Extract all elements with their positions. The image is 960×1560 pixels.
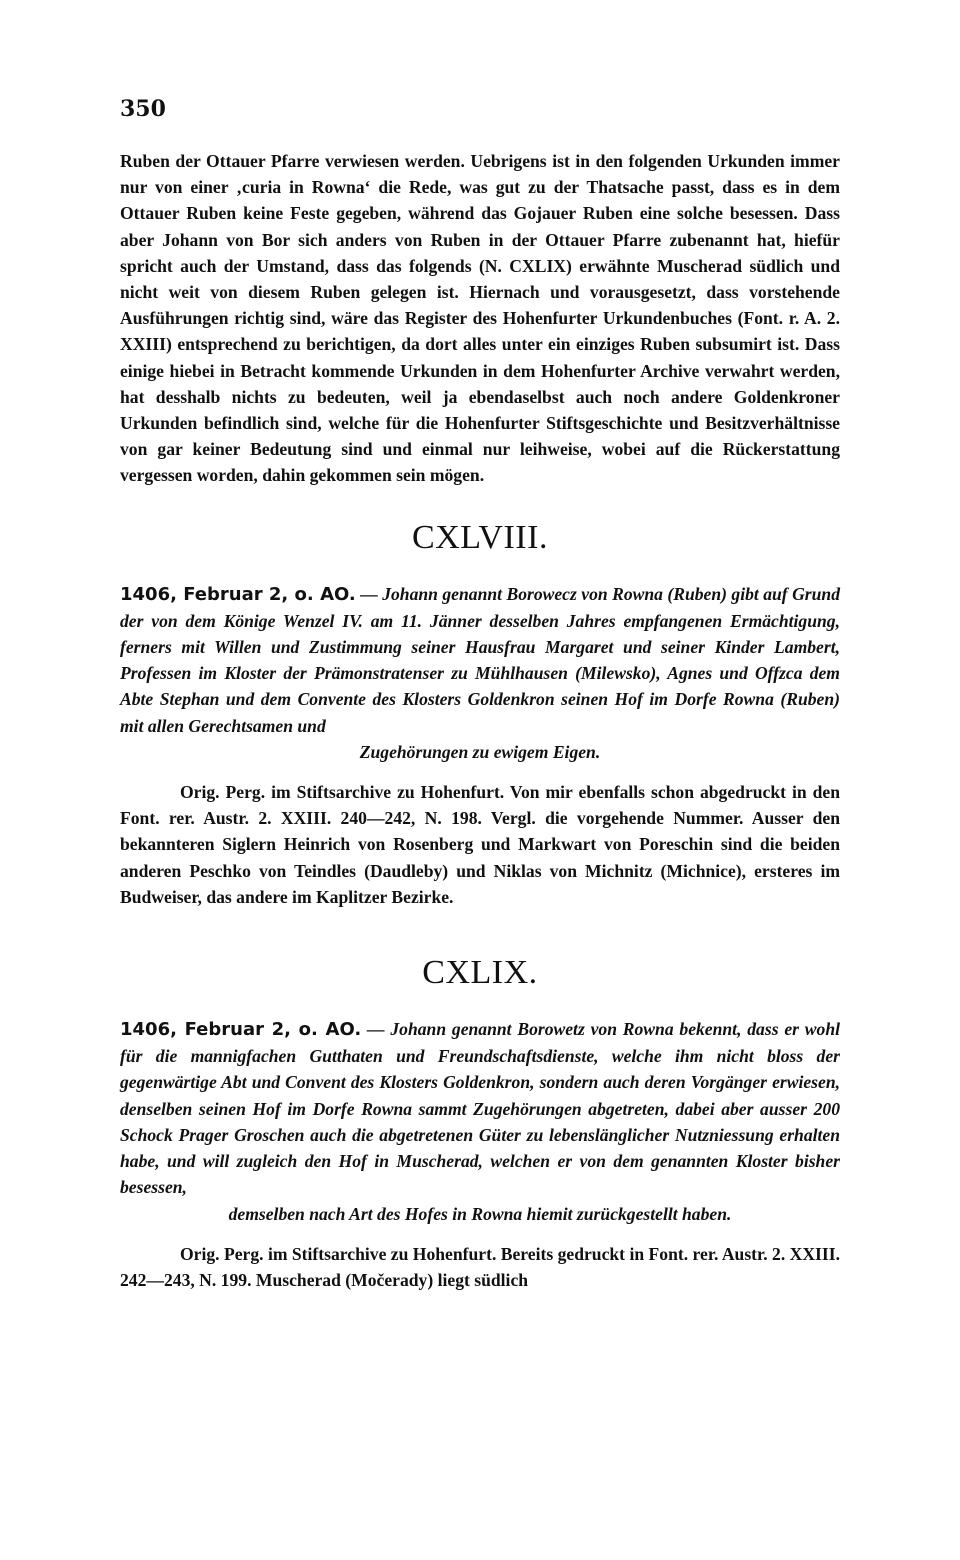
- regest: [120, 581, 840, 765]
- regest-text: — Johann genannt Borowetz von Rowna bekennt, dass er wohl für die mannigfachen Gutthaten und Freundschaftsdienste, welche ihm nicht bloss der gegenwärtige Abt und Convent des Klosters Goldenkron, sondern auch deren Vorgänger erwiesen, denselben seinen Hof im Dorfe Rowna sammt Zugehörungen abgetreten, dabei aber ausser 200 Schock Prager Groschen auch die abgetretenen Güter zu lebenslänglicher Nutzniessung erhalten habe, und will zugleich den Hof in Muscherad, welchen er von dem genannten Kloster bisher besessen,: [120, 1019, 840, 1198]
- document-entry: [120, 519, 840, 910]
- document-number: CXLVIII.: [412, 518, 548, 556]
- intro-paragraph: Ruben der Ottauer Pfarre verwiesen werden. Uebrigens ist in den folgenden Urkunden immer nur von einer ‚curia in Rowna‘ die Rede, was gut zu der Thatsache passt, dass es in dem Ottauer Ruben keine Feste gegeben, während das Gojauer Ruben eine solche besessen. Dass aber Johann von Bor sich anders von Ruben in der Ottauer Pfarre zubenannt hat, hiefür spricht auch der Umstand, dass das folgends (N. CXLIX) erwähnte Muscherad südlich und nicht weit von diesem Ruben gelegen ist. Hiernach und vorausgesetzt, dass vorstehende Ausführungen richtig sind, wäre das Register des Hohenfurter Urkundenbuches (Font. r. A. 2. XXIII) entsprechend zu berichtigen, da dort alles unter ein einziges Ruben subsumirt ist. Dass einige hiebei in Betracht kommende Urkunden in dem Hohenfurter Archive verwahrt werden, hat desshalb nichts zu bedeuten, weil ja ebendaselbst auch noch andere Goldenkroner Urkunden befindlich sind, welche für die Hohenfurter Stiftsgeschichte und Besitzverhältnisse von gar keiner Bedeutung sind und einmal nur leihweise, wobei auf die Rückerstattung vergessen worden, dahin gekommen sein mögen.: [120, 151, 840, 486]
- document-date: 1406, Februar 2, o. AO.: [120, 583, 356, 605]
- document-date: 1406, Februar 2, o. AO.: [120, 1019, 362, 1041]
- regest: [120, 1016, 840, 1227]
- regest-last-line: Zugehörungen zu ewigem Eigen.: [359, 741, 601, 762]
- document-number: CXLIX.: [422, 954, 538, 992]
- regest-last-line: demselben nach Art des Hofes in Rowna hiemit zurückgestellt haben.: [228, 1203, 732, 1224]
- regest-text: — Johann genannt Borowecz von Rowna (Ruben) gibt auf Grund der von dem Könige Wenzel IV. am 11. Jänner desselben Jahres empfangenen Ermächtigung, ferners mit Willen und Zustimmung seiner Hausfrau Margaret und seiner Kinder Lambert, Professen im Kloster der Prämonstratenser zu Mühlhausen (Milewsko), Agnes und Offzca dem Abte Stephan und dem Convente des Klosters Goldenkron seinen Hof im Dorfe Rowna (Ruben) mit allen Gerechtsamen und: [120, 583, 841, 736]
- document-entry: [120, 954, 840, 1293]
- document-note: Orig. Perg. im Stiftsarchive zu Hohenfurt. Von mir ebenfalls schon abgedruckt in den Font. rer. Austr. 2. XXIII. 240—242, N. 198. Vergl. die vorgehende Nummer. Ausser den bekannteren Siglern Heinrich von Rosenberg und Markwart von Poreschin sind die beiden anderen Peschko von Teindles (Daudleby) und Niklas von Michnitz (Michnice), ersteres im Budweiser, das andere im Kaplitzer Bezirke.: [120, 782, 840, 907]
- page: [120, 96, 840, 1293]
- document-note: Orig. Perg. im Stiftsarchive zu Hohenfurt. Bereits gedruckt in Font. rer. Austr. 2. XXIII. 242—243, N. 199. Muscherad (Močerady) liegt südlich: [120, 1243, 840, 1290]
- page-number: 350: [120, 96, 166, 122]
